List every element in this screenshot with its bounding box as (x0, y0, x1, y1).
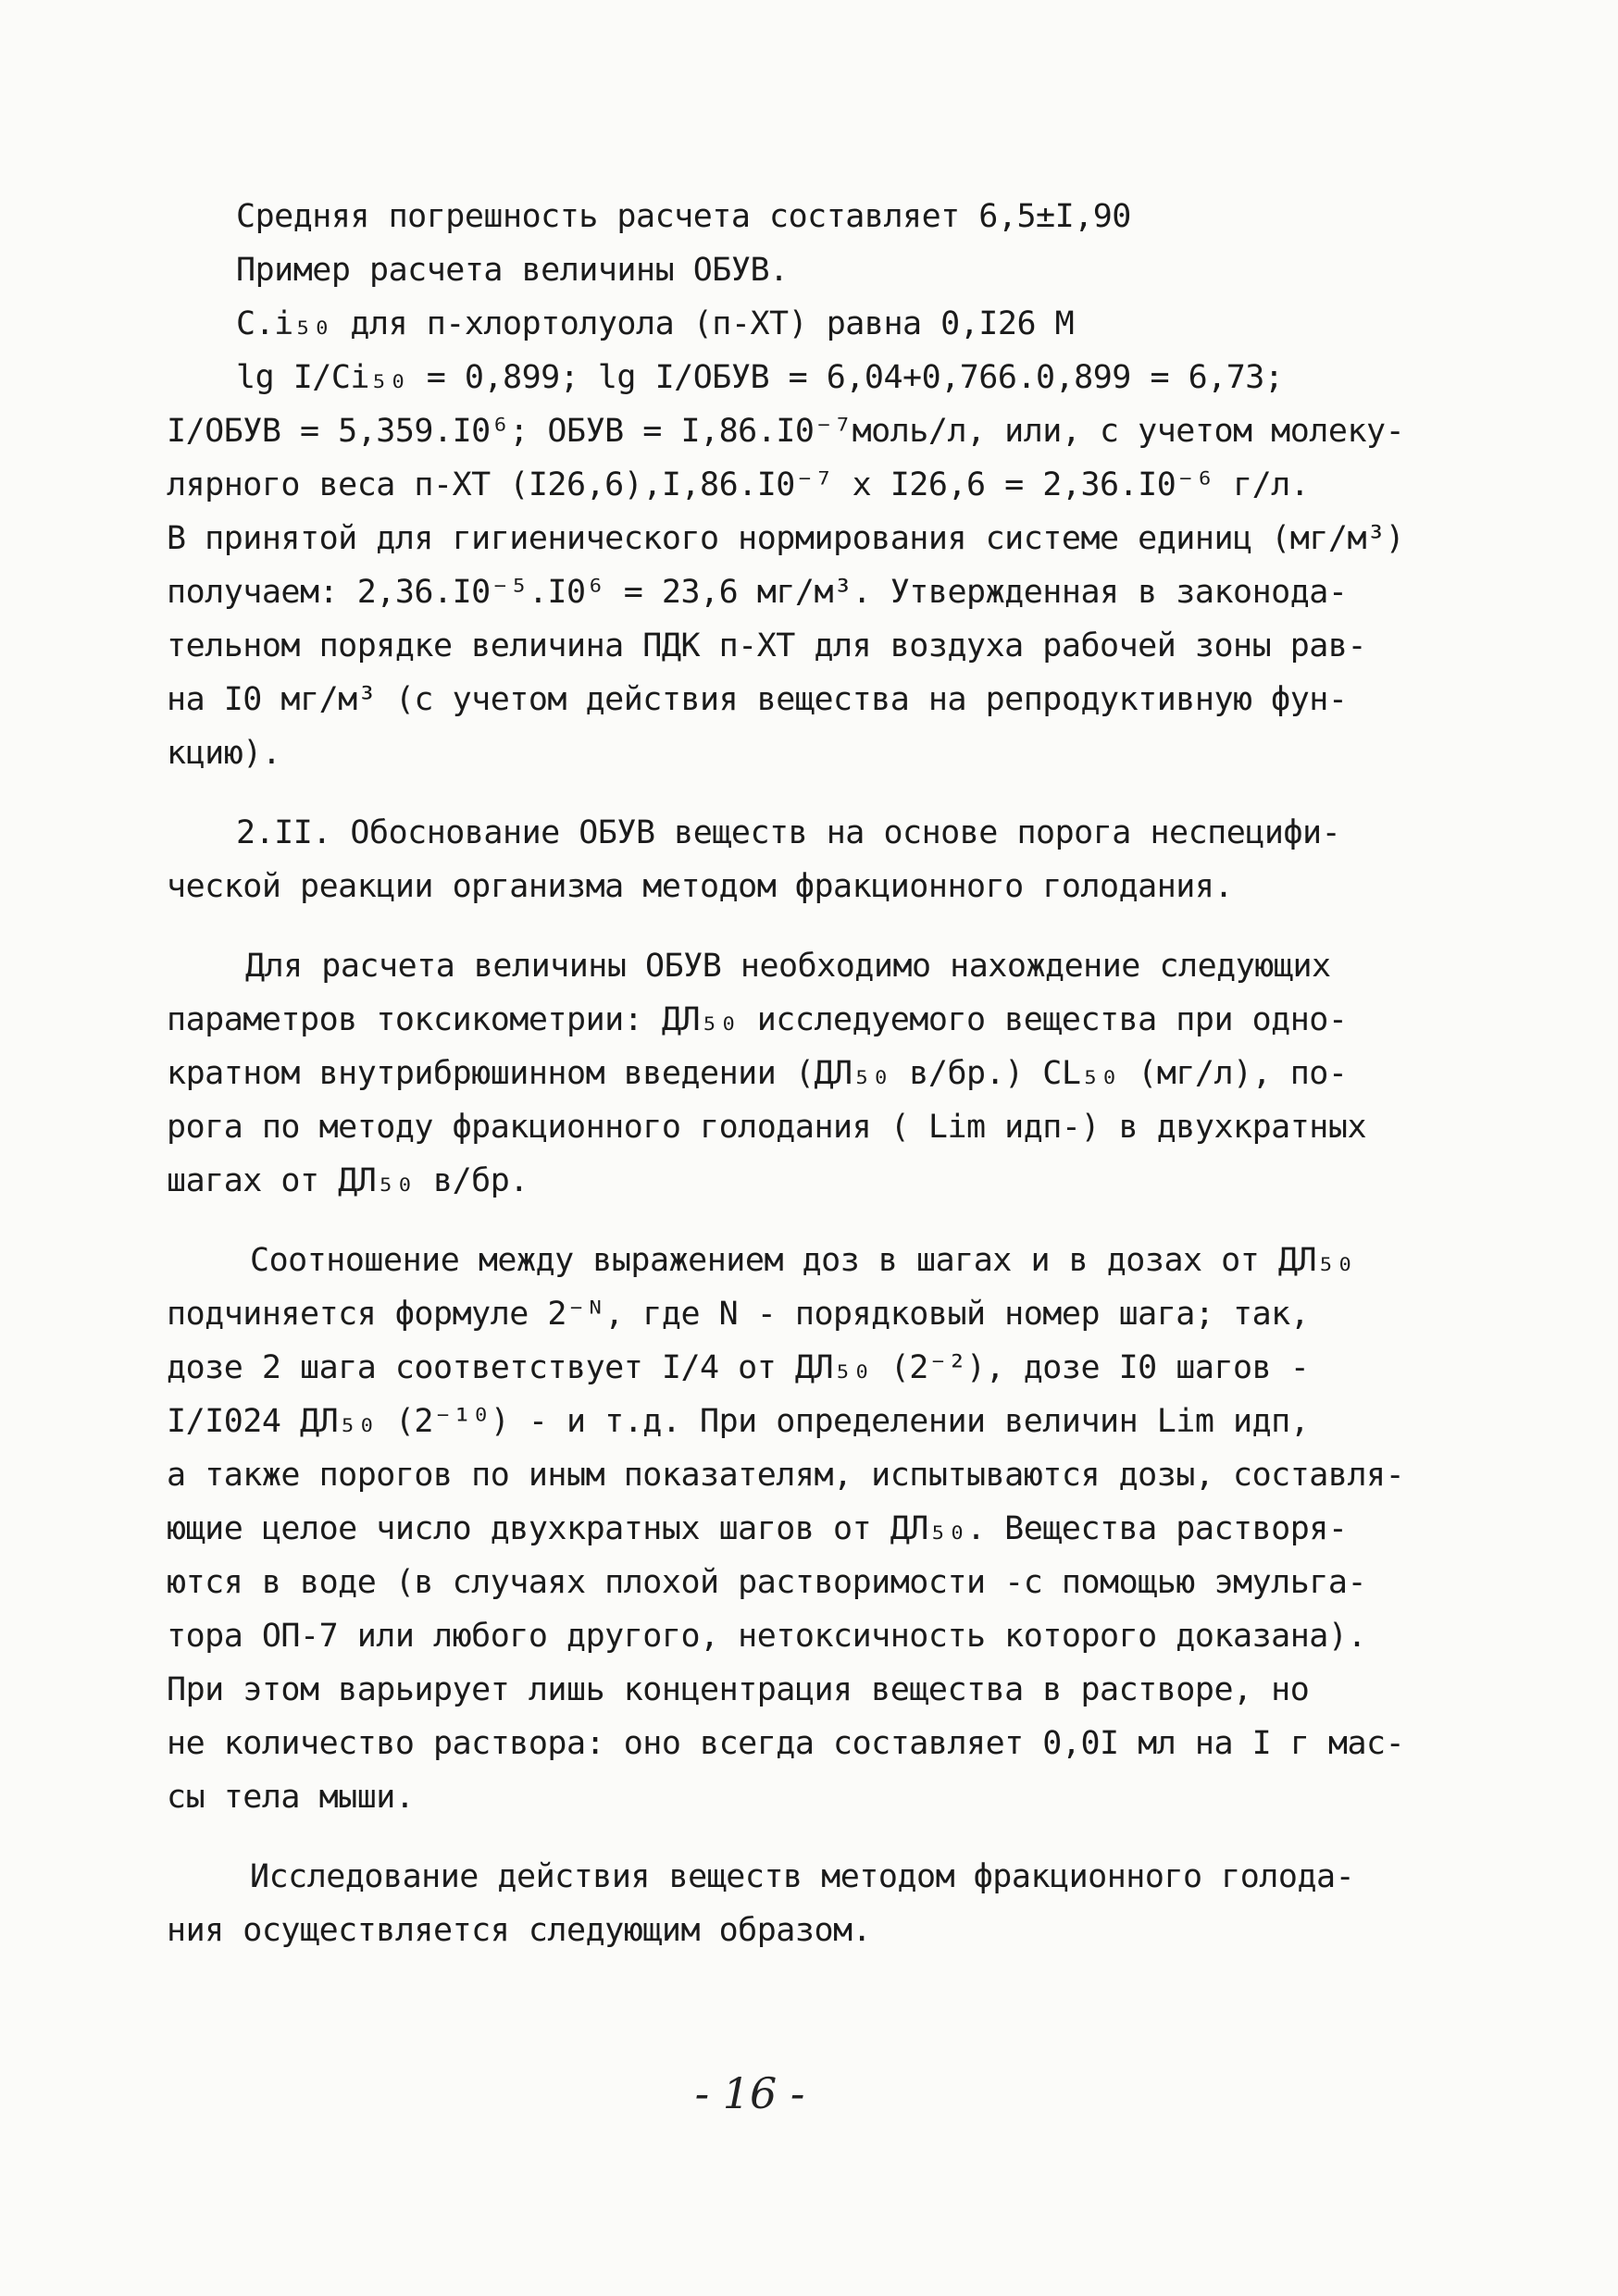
page-number: - 16 - (694, 2068, 805, 2118)
text-line: Пример расчета величины ОБУВ. (236, 252, 789, 289)
text-line: шагах от ДЛ₅₀ в/бр. (167, 1162, 529, 1199)
text-line: I/I024 ДЛ₅₀ (2⁻¹⁰) - и т.д. При определении величин Lim идп, (167, 1403, 1310, 1440)
text-line: тельном порядке величина ПДК п-ХТ для воздуха рабочей зоны рав- (167, 627, 1367, 664)
text-line: параметров токсикометрии: ДЛ₅₀ исследуемого вещества при одно- (167, 1001, 1348, 1038)
section-heading: 2.II. Обоснование ОБУВ веществ на основе порога неспецифи- (236, 814, 1341, 851)
text-line: lg I/Ci₅₀ = 0,899; lg I/ОБУВ = 6,04+0,766.0,899 = 6,73; (236, 359, 1284, 396)
text-line: ческой реакции организма методом фракционного голодания. (167, 868, 1234, 905)
text-line: ния осуществляется следующим образом. (167, 1912, 872, 1949)
text-line: ются в воде (в случаях плохой растворимости -с помощью эмульга- (167, 1564, 1367, 1601)
body-text (167, 190, 1439, 1957)
text-line: дозе 2 шага соответствует I/4 от ДЛ₅₀ (2⁻²), дозе I0 шагов - (167, 1349, 1310, 1386)
text-line: При этом варьирует лишь концентрация вещества в растворе, но (167, 1671, 1310, 1708)
text-line: а также порогов по иным показателям, испытываются дозы, составля- (167, 1457, 1405, 1494)
text-line: Средняя погрешность расчета составляет 6,5±I,90 (236, 198, 1131, 235)
text-line: I/ОБУВ = 5,359.I0⁶; ОБУВ = I,86.I0⁻⁷моль/л, или, с учетом молеку- (167, 413, 1405, 450)
text-line: В принятой для гигиенического нормирования системе единиц (мг/м³) (167, 520, 1405, 557)
text-line: подчиняется формуле 2⁻ᴺ, где N - порядковый номер шага; так, (167, 1296, 1310, 1333)
text-line: Соотношение между выражением доз в шагах и в дозах от ДЛ₅₀ (250, 1242, 1355, 1279)
text-line: лярного веса п-ХТ (I26,6),I,86.I0⁻⁷ х I26,6 = 2,36.I0⁻⁶ г/л. (167, 466, 1310, 503)
text-line: не количество раствора: оно всегда составляет 0,0I мл на I г мас- (167, 1725, 1405, 1762)
text-line: рога по методу фракционного голодания ( Lim идп-) в двухкратных (167, 1109, 1367, 1146)
text-line: получаем: 2,36.I0⁻⁵.I0⁶ = 23,6 мг/м³. Утвержденная в законода- (167, 574, 1348, 611)
text-line: кратном внутрибрюшинном введении (ДЛ₅₀ в/бр.) CL₅₀ (мг/л), по- (167, 1055, 1348, 1092)
text-line: сы тела мыши. (167, 1779, 415, 1816)
text-line: тора ОП-7 или любого другого, нетоксичность которого доказана). (167, 1618, 1367, 1655)
text-line: кцию). (167, 735, 281, 772)
text-line: Для расчета величины ОБУВ необходимо нахождение следующих (245, 948, 1331, 985)
text-line: Исследование действия веществ методом фракционного голода- (250, 1858, 1355, 1895)
text-line: C.i₅₀ для п-хлортолуола (п-ХТ) равна 0,I26 М (236, 305, 1075, 342)
text-line: на I0 мг/м³ (с учетом действия вещества на репродуктивную фун- (167, 681, 1348, 718)
text-line: ющие целое число двухкратных шагов от ДЛ₅₀. Вещества растворя- (167, 1510, 1348, 1547)
